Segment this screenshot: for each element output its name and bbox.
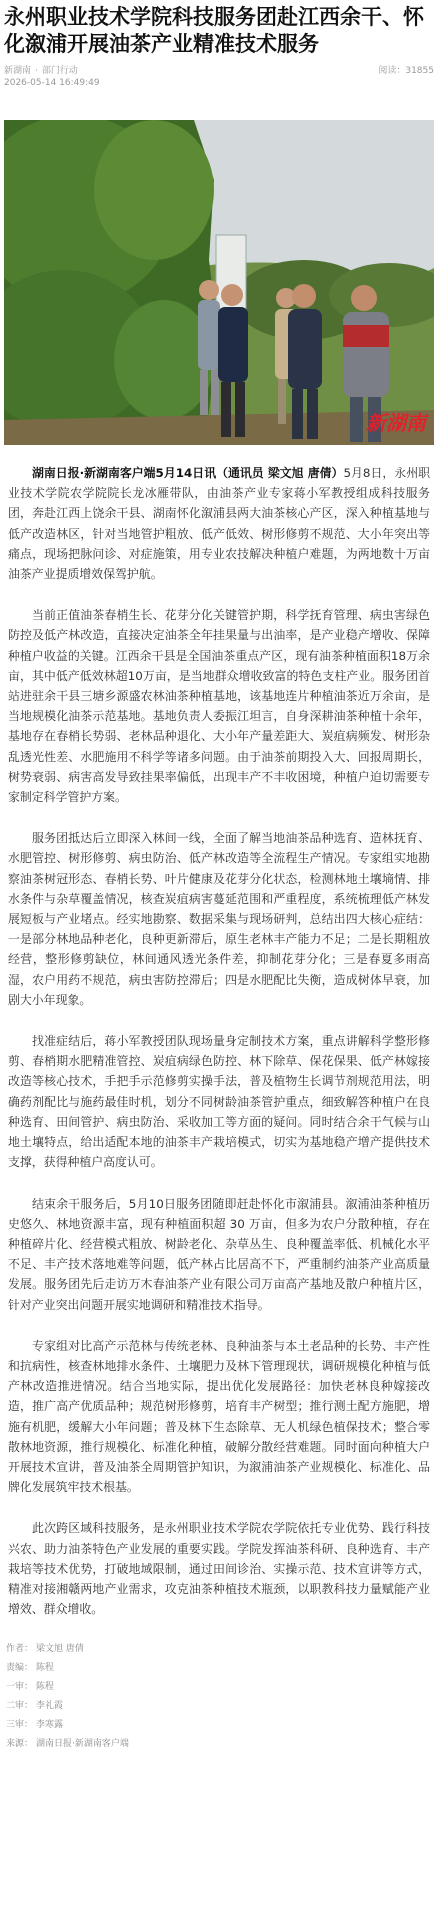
- paragraph-6: 专家组对比高产示范林与传统老林、良种油茶与本土老品种的长势、丰产性和抗病性，核查林地排水条件、土壤肥力及林下管理现状，调研规模化种植与低产林改造推进情况。结合当地实际，提出优化发展路径：加快老林良种嫁接改造，推广高产优质品种；规范树形修剪，培育丰产树型；推行测土配方施肥，增施有机肥，缓解大小年问题；普及林下生态除草、无人机绿色植保技术；整合零散林地资源，推行规模化、标准化种植，破解分散经营难题。同时面向种植大户开展技术宣讲，普及油茶全周期管护知识，为溆浦油茶产业规模化、标准化、品牌化发展筑牢技术根基。: [8, 1338, 430, 1495]
- read-count: 阅读：31855: [378, 66, 434, 76]
- article-title: 永州职业技术学院科技服务团赴江西余干、怀化溆浦开展油茶产业精准技术服务: [4, 5, 424, 56]
- credit-editor: 责编： 陈程: [6, 1663, 55, 1674]
- paragraph-4: 找准症结后，蒋小军教授团队现场量身定制技术方案，重点讲解科学整形修剪、春梢期水肥精准管控、炭疽病绿色防控、林下除草、保花保果、低产林嫁接改造等核心技术，手把手示范修剪实操手法，普及植物生长调节剂规范用法，明确药剂配比与施药最佳时机，划分不同树龄油茶管护重点，细致解答种植户在良种选育、田间管护、病虫防治、采收加工等方面的疑问。同时结合余干气候与山地土壤特点，给出适配本地的油茶丰产栽培模式，切实为基地稳产增产提供技术支撑，获得种植户高度认可。: [8, 1034, 430, 1170]
- credit-second-review: 二审： 李礼霞: [6, 1701, 64, 1712]
- paragraph-1: [8, 463, 430, 584]
- lead-dateline: 湖南日报·新湖南客户端5月14日讯（通讯员 梁文旭 唐倩）: [32, 466, 344, 480]
- article-meta: [4, 65, 434, 77]
- paragraph-7: 此次跨区域科技服务，是永州职业技术学院农学院依托专业优势、践行科技兴农、助力油茶特色产业发展的重要实践。学院发挥油茶科研、良种选育、丰产栽培等技术优势，打破地域限制，通过田间诊治、实操示范、技术宣讲等方式，精准对接湘赣两地产业需求，攻克油茶种植技术瓶颈，以职教科技力量赋能产业增效、群众增收。: [8, 1521, 430, 1617]
- paragraph-2: 当前正值油茶春梢生长、花芽分化关键管护期，科学抚育管理、病虫害绿色防控及低产林改造，直接决定油茶全年挂果量与出油率，是产业稳产增收、保障种植户收益的关键。江西余干县是全国油茶重点产区，现有油茶种植面积18万余亩，其中低产低效林超10万亩，是当地群众增收致富的特色支柱产业。服务团首站进驻余干县三塘乡源盛农林油茶种植基地，该基地连片种植油茶近万余亩，是当地规模化油茶示范基地。基地负责人委振江坦言，自身深耕油茶种植十余年，基地存在春梢长势弱、老林品种退化、大小年产量差距大、炭疽病频发、树形杂乱透光性差、水肥施用不科学等诸多问题。由于油茶前期投入大、回报周期长，树势衰弱、病害高发导致挂果率偏低，出现丰产不丰收困境，种植户迫切需要专家制定科学管护方案。: [8, 608, 430, 805]
- credit-third-review: 三审： 李寒露: [6, 1720, 64, 1731]
- credit-source: 来源： 湖南日报·新湖南客户端: [6, 1739, 129, 1750]
- credit-first-review: 一审： 陈程: [6, 1682, 55, 1693]
- article-credits: [4, 1640, 434, 1754]
- photo-illustration: [4, 120, 434, 445]
- paragraph-text: 5月8日，永州职业技术学院农学院院长龙冰雁带队，由油茶产业专家蒋小军教授组成科技服务团，奔赴江西上饶余干县、湖南怀化溆浦县两大油茶核心产区，深入种植基地与低产改造林区，针对当地管护粗放、低产低效、树形修剪不规范、大小年突出等痛点，现场把脉问诊、对症施策，用专业农技解决种植户难题，为两地数十万亩油茶产业提质增效保驾护航。: [8, 466, 430, 582]
- article-body: [4, 463, 434, 1619]
- article-photo: [4, 120, 434, 445]
- department-label[interactable]: 部门行动: [41, 66, 78, 76]
- photo-watermark: 新湖南: [366, 411, 426, 435]
- credit-author: 作者： 梁文旭 唐倩: [6, 1644, 84, 1655]
- meta-separator: ·: [35, 66, 38, 76]
- source-label[interactable]: 新湖南: [4, 66, 32, 76]
- paragraph-5: 结束余干服务后，5月10日服务团随即赶赴怀化市溆浦县。溆浦油茶种植历史悠久、林地资源丰富，现有种植面积超 30 万亩，但多为农户分散种植，存在种植碎片化、经营模式粗放、树龄老化、杂草丛生、良种覆盖率低、机械化水平不足、丰产技术落地难等问题，低产林占比居高不下，严重制约油茶产业高质量发展。服务团先后走访万木春油茶产业有限公司万亩高产基地及散户种植片区，针对产业突出问题开展实地调研和精准技术指导。: [8, 1196, 430, 1312]
- paragraph-3: 服务团抵达后立即深入林间一线，全面了解当地油茶品种选育、造林抚育、水肥管控、树形修剪、病虫防治、低产林改造等全流程生产情况。专家组实地勘察油茶树冠形态、春梢长势、叶片健康及花芽分化状态，检测林地土壤墒情、排水条件与杂草覆盖情况，核查炭疽病害蔓延范围和严重程度，系统梳理低产林发展短板与产业堵点。经实地勘察、数据采集与现场研判，总结出四大核心症结：一是部分林地品种老化，良种更新滞后，原生老林丰产能力不足；二是长期粗放经营，整形修剪缺位，林间通风透光条件差，抑制花芽分化；三是春夏多雨高湿，农户用药不规范，病虫害防控滞后；四是水肥配比失衡，造成树体早衰，加剧大小年现象。: [8, 831, 430, 1007]
- publish-date: 2026-05-14 16:49:49: [4, 78, 100, 88]
